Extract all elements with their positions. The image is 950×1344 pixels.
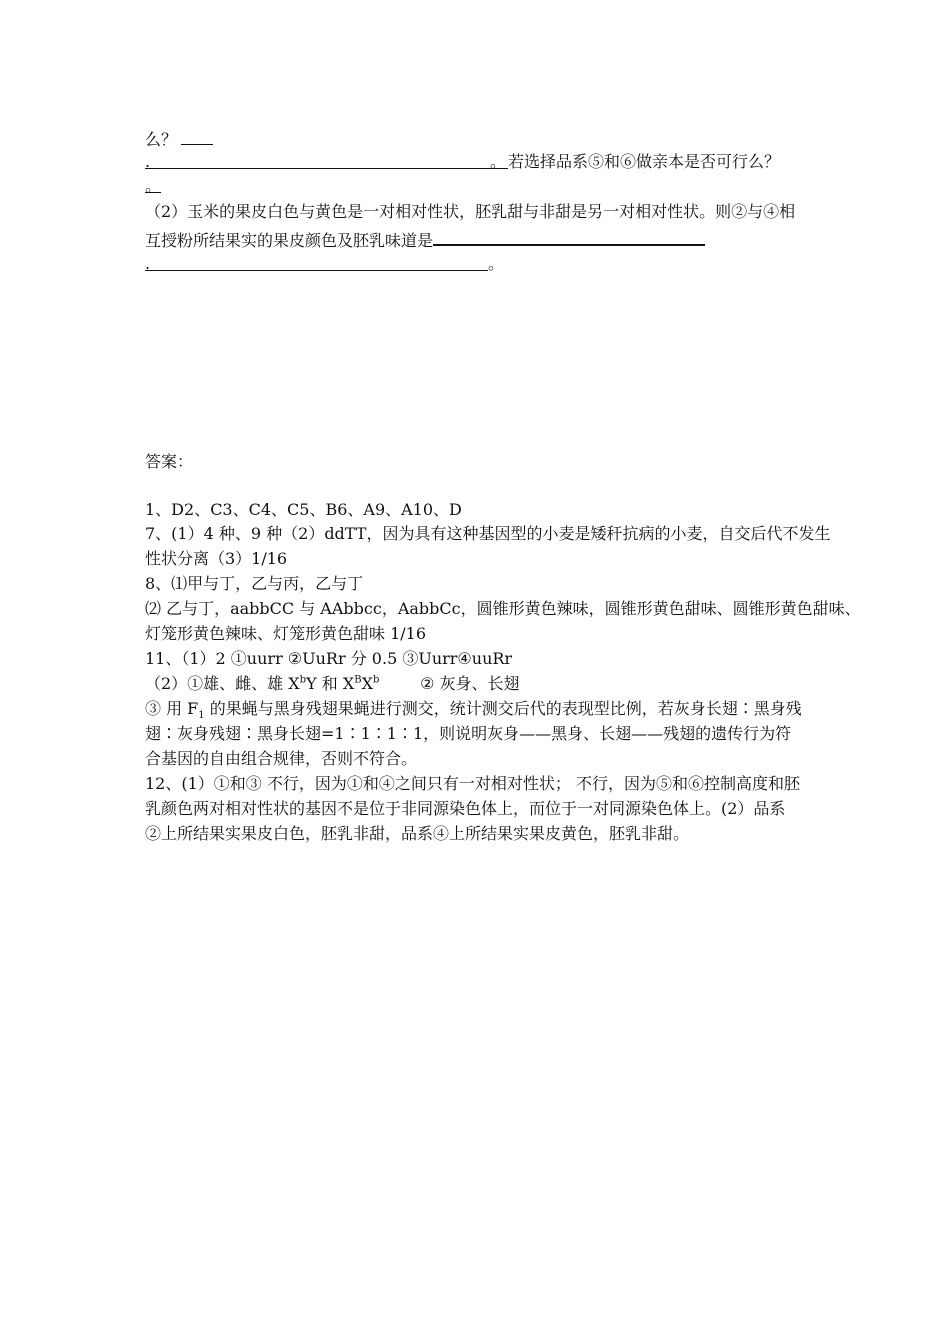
answer-11-line-3: ③ 用 $F_1$ 的果蝇与黑身残翅果蝇进行测交，统计测交后代的表现型比例，若灰身长翅∶黑身残 [145, 699, 802, 722]
answer-11-line-5: 合基因的自由组合规律，否则不符合。 [145, 749, 418, 768]
answer-11-line-4: 翅∶灰身残翅∶黑身长翅=1∶1∶1∶1，则说明灰身——黑身、长翅——残翅的遗传行为符 [145, 724, 792, 743]
answer-blank: . [145, 252, 488, 271]
answer-12-line-2: 乳颜色两对相对性状的基因不是位于非同源染色体上，而位于一对同源染色体上。(2）品系 [145, 799, 786, 818]
answer-1-6: 1、D2、C3、C4、C5、B6、A9、A10、D [145, 500, 462, 519]
question-line-4: （2）玉米的果皮白色与黄色是一对相对性状，胚乳甜与非甜是另一对相对性状。则②与④相 [145, 202, 796, 221]
answers-heading: 答案： [145, 452, 194, 471]
answer-12-line-1: 12、(1）①和③ 不行，因为①和④之间只有一对相对性状； 不行，因为⑤和⑥控制高度和胚 [145, 774, 800, 793]
answer-7-line-2: 性状分离（3）1/16 [145, 549, 288, 568]
answer-blank: 。 [145, 176, 162, 195]
answer-11-line-2: （2）①雄、雌、雄 $X^bY$ 和 $X^BX^b$ ② 灰身、长翅 [145, 674, 520, 693]
answer-8-line-3: 灯笼形黄色辣味、灯笼形黄色甜味 1/16 [145, 624, 427, 643]
answer-8-line-2: ⑵ 乙与丁，aabbCC 与 AAbbcc，AabbCc，圆锥形黄色辣味，圆锥形黄色甜味、圆锥形黄色甜味、 [145, 599, 861, 618]
question-line-5: 互授粉所结果实的果皮颜色及胚乳味道是 [145, 226, 705, 253]
answer-12-line-3: ②上所结果实果皮白色，胚乳非甜，品系④上所结果实果皮黄色，胚乳非甜。 [145, 824, 690, 843]
answer-7-line-1: 7、(1）4 种、9 种（2）ddTT，因为具有这种基因型的小麦是矮秆抗病的小麦，自交后代不发生 [145, 524, 831, 543]
answer-blank [433, 226, 705, 246]
answer-blank: . [145, 150, 490, 169]
answer-8-line-1: 8、⑴甲与丁，乙与丙，乙与丁 [145, 574, 364, 593]
answer-blank: 。 [490, 152, 507, 171]
question-line-2: . 。 若选择品系⑤和⑥做亲本是否可行么？ [145, 152, 781, 171]
question-line-3 [145, 174, 161, 198]
question-line-6: . 。 [145, 254, 505, 273]
question-line-1: 么？ [145, 126, 213, 152]
answer-blank [181, 126, 213, 145]
answer-11-line-1: 11、（1）2 ①uurr ②UuRr 分 0.5 ③Uurr④uuRr [145, 649, 513, 668]
